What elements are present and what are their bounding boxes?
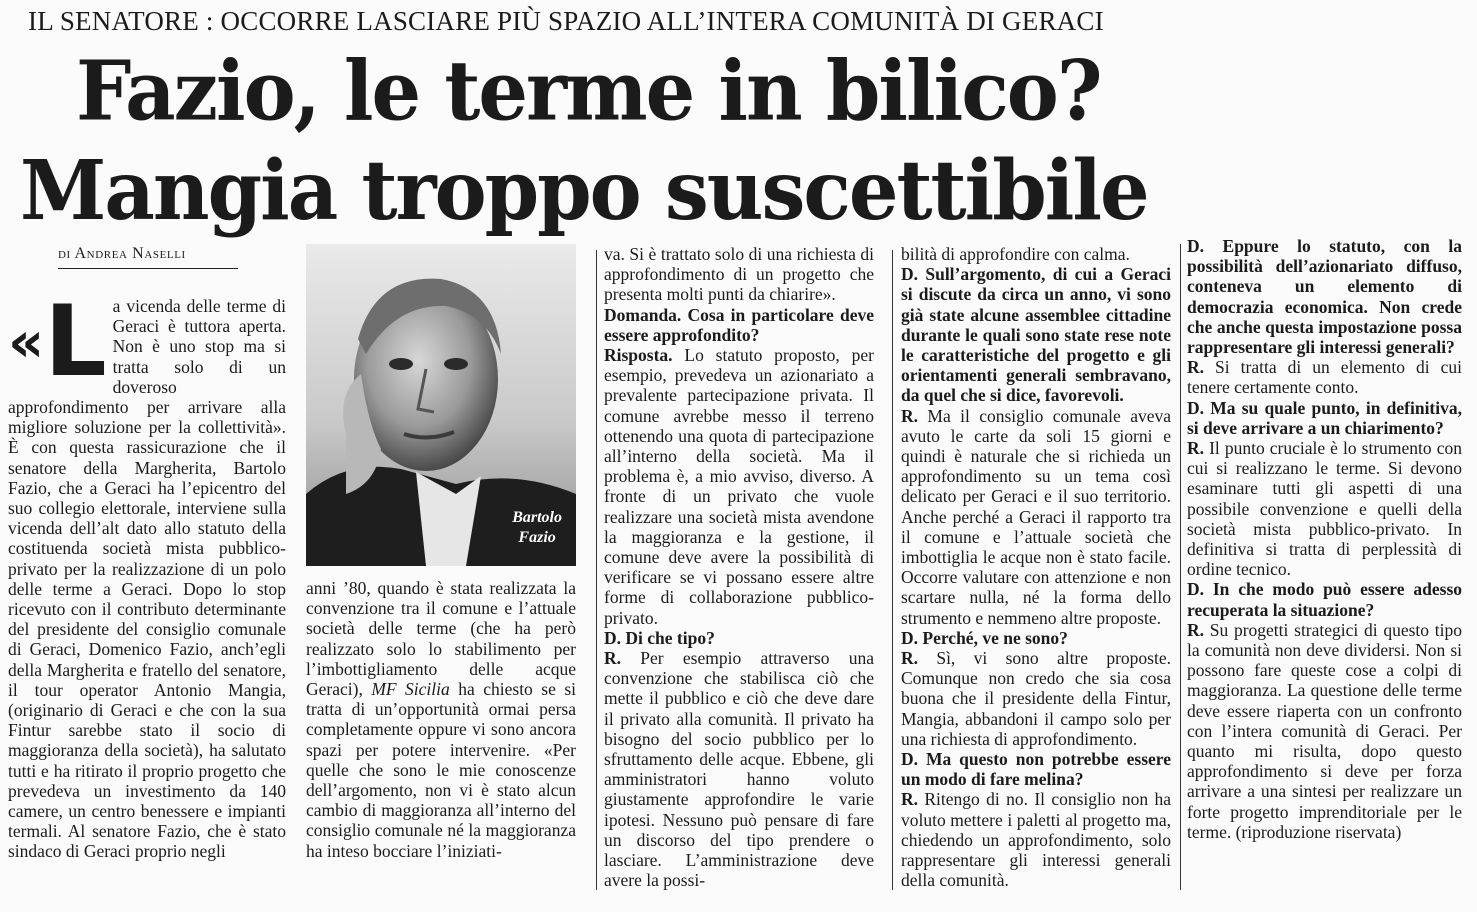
portrait-photo <box>306 244 576 566</box>
headline <box>20 42 1200 241</box>
answer-label: R. <box>901 789 919 810</box>
answer-label: Risposta. <box>604 345 673 366</box>
interview-answer <box>1187 438 1462 579</box>
publication-name: MF Sicilia <box>371 679 450 700</box>
answer-label: R. <box>1187 619 1205 640</box>
dropcap-letter: L <box>44 296 107 399</box>
answer-text: Su progetti strategici di questo tipo la comunità non deve dividersi. Non si possono fare queste cose a colpi di maggioranza. La questione delle terme deve essere riaperta con un confronto con l’intera comunità di Geraci. Per quanto mi risulta, dopo questo approfondimento si deve per forza arrivare a una sintesi per realizzare un forte progetto imprenditoriale per le terme. (riproduzione riservata) <box>1187 619 1462 842</box>
interview-question: Domanda. Cosa in particolare deve essere approfondito? <box>604 304 874 345</box>
dropcap <box>8 296 107 399</box>
interview-question: D. Ma questo non potrebbe essere un modo di fare melina? <box>901 749 1171 790</box>
byline: di Andrea Naselli <box>58 244 238 269</box>
answer-text: Si tratta di un elemento di cui tenere certamente conto. <box>1187 357 1462 398</box>
headline-line-2: Mangia troppo suscettibile <box>20 142 1148 240</box>
article-column-1 <box>8 296 286 896</box>
interview-question: D. Ma su quale punto, in definitiva, si deve arrivare a un chiarimento? <box>1187 397 1462 438</box>
column-rule <box>1180 244 1181 890</box>
photo-caption <box>512 508 562 548</box>
answer-text: Per esempio attraverso una convenzione che stabilisca ciò che mette il pubblico e ciò che deve dare il privato alla comunità. Il privato ha bisogno del socio pubblico per lo sfruttamento delle acque. Ebbene, gli amministratori hanno voluto giustamente approfondire le varie ipotesi. Nessuno può pensare di fare un discorso del tipo prendere o lasciare. L’amministrazione deve avere la possi- <box>604 648 874 891</box>
interview-answer <box>1187 620 1462 842</box>
interview-answer <box>901 648 1171 749</box>
interview-answer <box>901 406 1171 628</box>
photo-caption-first-name: Bartolo <box>512 509 562 526</box>
article-column-5 <box>1187 236 1462 906</box>
interview-answer <box>1187 357 1462 397</box>
answer-text: Il punto cruciale è lo strumento con cui si realizzano le terme. Si devono esaminare tutti gli aspetti di una possibile convenzione e quelli della società mista pubblico-privato. In definitiva si tratta di perplessità di ordine tecnico. <box>1187 438 1462 580</box>
interview-question: D. Di che tipo? <box>604 627 715 648</box>
answer-text: Ma il consiglio comunale aveva avuto le carte da soli 15 giorni e quindi è naturale che si richieda un approfondimento su un tema così delicato per Geraci e il suo territorio. Anche perché a Geraci il rapporto tra il comune e l’attuale società che imbottiglia le acque non è stato facile. Occorre valutare con attenzione e non scartare nulla, né la forma dello strumento e nemmeno altre proposte. <box>901 405 1171 628</box>
answer-label: R. <box>1187 357 1205 378</box>
answer-text: Lo statuto proposto, per esempio, prevedeva un azionariato a prevalente partecipazione privata. Il comune avrebbe messo il terreno ottenendo una quota di partecipazione all’interno della società. Ma il problema è, a mio avviso, diverso. A fronte di un privato che vuole realizzare una società mista avendone la maggioranza e la gestione, il comune deve avere la possibilità di verificare se vi possano essere altre forme di collaborazione pubblico-privato. <box>604 345 874 628</box>
article-column-4 <box>901 244 1171 904</box>
body-text-part: anni ’80, quando è stata realizzata la convenzione tra il comune e l’attuale società delle terme (che ha però realizzato solo lo stabilimento per l’imbottigliamento delle acque Geraci), <box>306 578 576 700</box>
photo-caption-last-name: Fazio <box>518 529 556 546</box>
article-column-3 <box>604 244 874 894</box>
body-text: bilità di approfondire con calma. <box>901 244 1130 264</box>
answer-label: R. <box>604 648 622 669</box>
interview-question: D. In che modo può essere adesso recuperata la situazione? <box>1187 579 1462 620</box>
answer-label: R. <box>901 405 919 426</box>
interview-answer <box>901 789 1171 890</box>
headline-line-1: Fazio, le terme in bilico? <box>76 43 1101 140</box>
column-rule <box>892 250 893 890</box>
answer-text: Sì, vi sono altre proposte. Comunque non credo che sia cosa buona che il presidente della Fintur, Mangia, abbandoni il campo solo per una richiesta di approfondimento. <box>901 648 1171 749</box>
kicker: IL SENATORE : OCCORRE LASCIARE PIÙ SPAZIO ALL’INTERA COMUNITÀ DI GERACI <box>28 6 1104 36</box>
interview-question: D. Eppure lo statuto, con la possibilità dell’azionariato diffuso, conteneva un elemento di democrazia economica. Non crede che anche questa impostazione possa rappresentare gli interessi generali? <box>1187 236 1462 358</box>
column-rule <box>596 250 597 890</box>
body-text-part: ha chiesto se si tratta di un’opportunità ormai persa completamente oppure vi sono ancora spazi per potere intervenire. «Per quelle che sono le mie conoscenze dell’argomento, non vi è stato alcun cambio di maggioranza all’interno del consiglio comunale né la maggioranza ha inteso bocciare l’iniziati- <box>306 679 576 861</box>
interview-question: D. Perché, ve ne sono? <box>901 627 1068 648</box>
body-text: va. Si è trattato solo di una richiesta di approfondimento di un progetto che presenta molti punti da chiarire». <box>604 244 874 305</box>
interview-answer <box>604 648 874 890</box>
body-text: a vicenda delle terme di Geraci è tuttora aperta. Non è uno stop ma si tratta solo di un doveroso approfondimento per arrivare alla migliore soluzione per la collettività». È con questa rassicurazione che il senatore della Margherita, Bartolo Fazio, che a Geraci ha l’epicentro del suo collegio elettorale, interviene sulla vicenda dell’alt dato allo statuto della costituenda società mista pubblico-privato per la realizzazione di un polo delle terme a Geraci. Dopo lo stop ricevuto con il contributo determinante del presidente del consiglio comunale di Geraci, Domenico Fazio, anch’egli della Margherita e fratello del senatore, il tour operator Antonio Mangia, (originario di Geraci e che con la sua Fintur sarebbe stato il socio di maggioranza della società), ha salutato tutti e ha ritirato il proprio progetto che prevedeva un investimento da 140 camere, un centro benessere e impianti termali. Al senatore Fazio, che è stato sindaco di Geraci proprio negli <box>8 296 286 862</box>
body-text <box>306 578 576 861</box>
interview-answer <box>604 345 874 628</box>
answer-label: R. <box>901 648 919 669</box>
answer-label: R. <box>1187 438 1205 459</box>
dropcap-guillemet: « <box>8 310 45 375</box>
interview-question: D. Sull’argomento, di cui a Geraci si discute da circa un anno, vi sono già state alcune assemblee cittadine durante le quali sono state rese note le caratteristiche del progetto e gli orientamenti generali sembravano, da quel che si dice, favorevoli. <box>901 264 1171 406</box>
answer-text: Ritengo di no. Il consiglio non ha voluto mettere i paletti al progetto ma, chiedendo un approfondimento, solo rappresentare gli interessi generali della comunità. <box>901 789 1171 891</box>
article-column-2 <box>306 578 576 898</box>
